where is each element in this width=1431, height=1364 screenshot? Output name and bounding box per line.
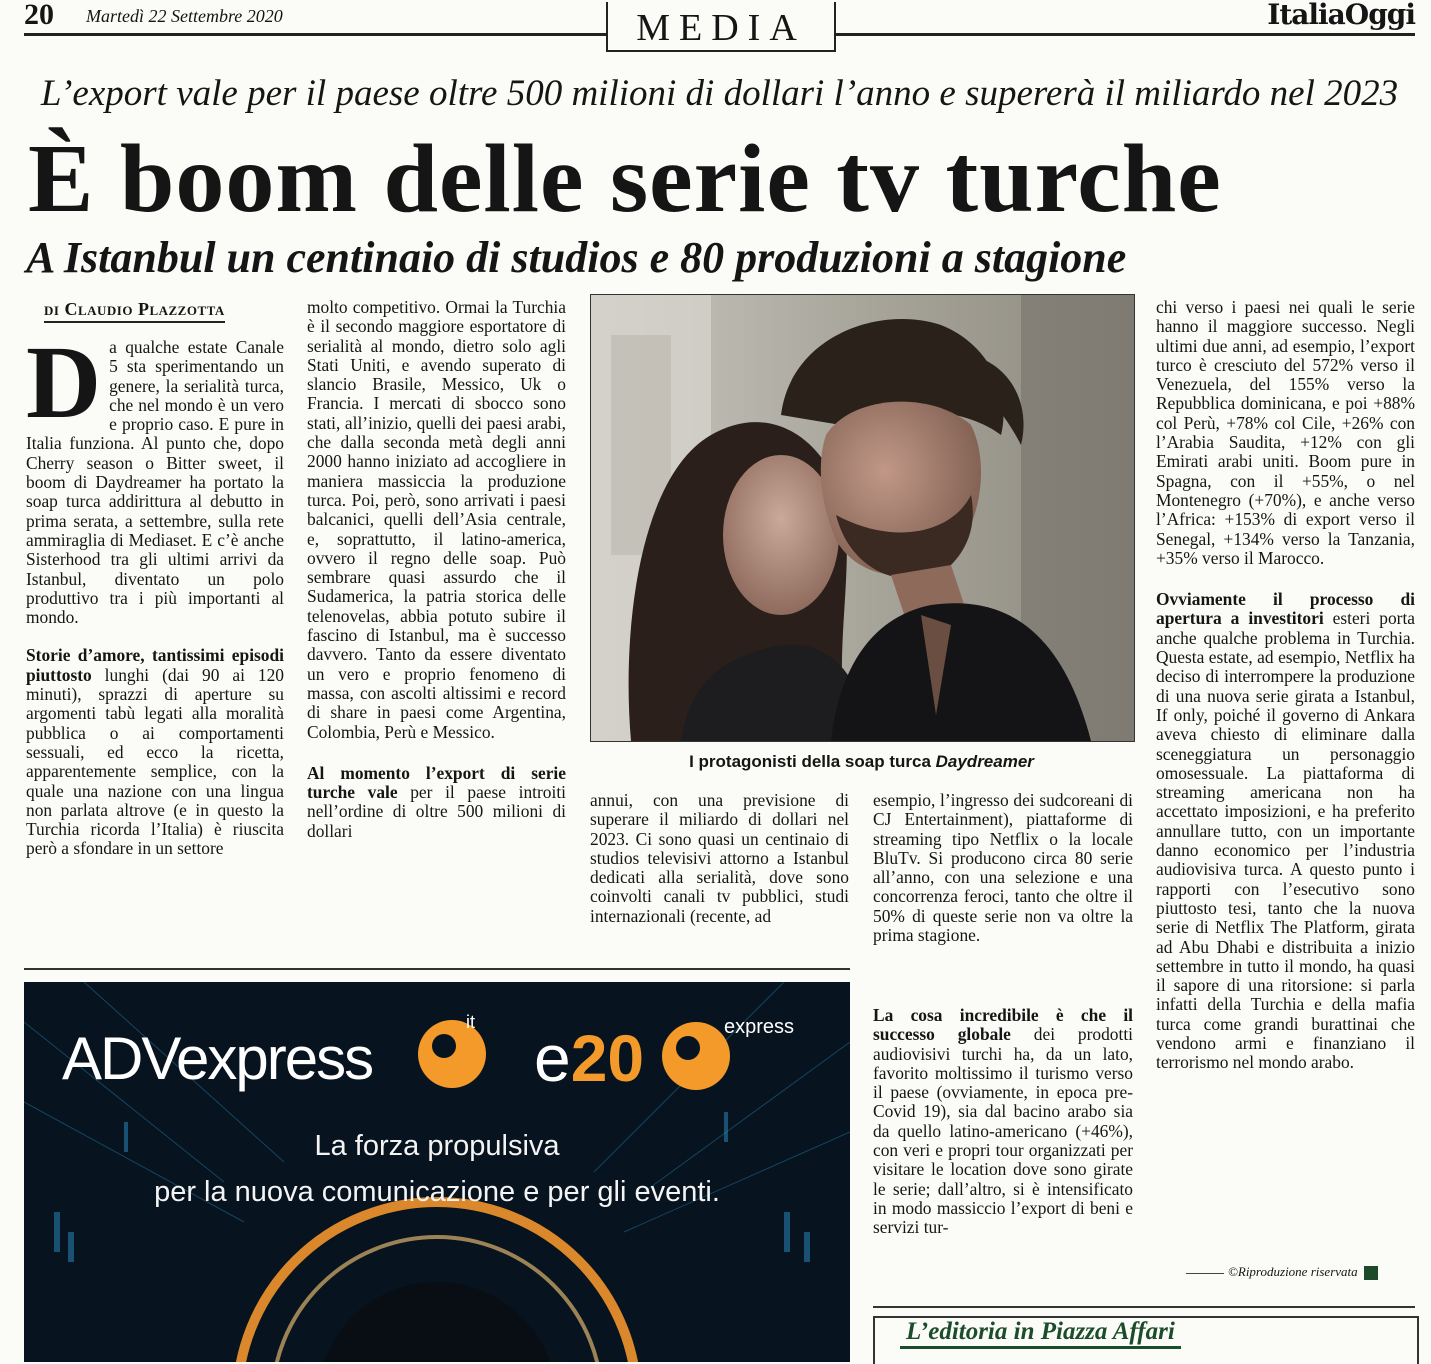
article-column-5	[1156, 298, 1415, 1073]
advexpress-logo: ADVexpress	[62, 1025, 373, 1092]
copyright-text: ©Riproduzione riservata	[1228, 1264, 1358, 1279]
e20-logo-number: 20	[570, 1021, 645, 1095]
masthead-logo: ItaliaOggi	[1267, 0, 1415, 31]
photo-caption	[590, 752, 1133, 772]
divider	[1186, 1273, 1224, 1274]
paragraph-lead: Ovviamente il processo di apertura a investitori	[1156, 589, 1415, 629]
e20-logo-e: e	[534, 1021, 571, 1095]
advertisement[interactable]	[24, 982, 850, 1362]
related-box-title: L’editoria in Piazza Affari	[900, 1318, 1181, 1349]
article-photo	[590, 294, 1135, 742]
article-column-2	[307, 298, 566, 841]
paragraph: dei prodotti audiovisivi turchi ha, da un lato, favorito moltissimo il turismo verso il paese (ovviamente, in epoca pre-Covid 19), sia dal bacino arabo sia da quello latino-americano (+46%), con veri e propri tour organizzati per visitare le location dove sono girate le serie; dall’altro, si è intensificato in modo massiccio l’export di beni e servizi tur-	[873, 1024, 1133, 1238]
box-separator	[873, 1306, 1415, 1308]
e20-logo-suffix: express	[724, 1016, 795, 1038]
e20-logo	[534, 1020, 644, 1096]
paragraph: per il paese introiti nell’ordine di oltre 500 milioni di dollari	[307, 782, 566, 841]
ad-tagline-2: per la nuova comunicazione e per gli eventi.	[154, 1176, 720, 1208]
advexpress-logo-suffix: it	[466, 1012, 475, 1032]
paragraph: a qualche estate Canale 5 sta sperimentando un genere, la serialità turca, che nel mondo è un vero e proprio caso. E pure in Italia funziona. Al punto che, dopo Cherry season o Bitter sweet, il boom di Daydreamer ha portato la soap turca addirittura al debutto in prima serata, a settembre, sulla rete ammiraglia di Mediaset. E c’è anche Sisterhood tra gli ultimi arrivi da Istanbul, diventato un polo produttivo tra i più importanti al mondo.	[26, 337, 284, 628]
byline-text: di Claudio Plazzotta	[44, 299, 225, 319]
article-column-3	[590, 791, 849, 926]
issue-date: Martedì 22 Settembre 2020	[86, 6, 283, 26]
page-number: 20	[24, 0, 54, 31]
paragraph: molto competitivo. Ormai la Turchia è il secondo maggiore esportatore di serialità al mondo, dietro solo agli Stati Uniti, e avendo superato di slancio Brasile, Messico, Uk o Francia. I mercati di sbocco sono stati, all’inizio, quelli dei paesi arabi, che dalla seconda metà degli anni 2000 hanno iniziato ad accogliere in maniera massiccia la produzione turca. Poi, però, sono arrivati i paesi balcanici, quelli dell’Asia centrale, e, soprattutto, il latino-america, ovvero il regno delle soap. Può sembrare quasi assurdo che il Sudamerica, la patria storica delle telenovelas, abbia potuto subire il fascino di Istanbul, ma è successo davvero. Tanto da essere diventato un vero e proprio fenomeno di massa, con ascolti altissimi e record di share in paesi come Argentina, Colombia, Perù e Messico.	[307, 297, 566, 742]
ad-separator	[24, 968, 850, 970]
article-headline: È boom delle serie tv turche	[28, 125, 1222, 233]
paragraph-lead: La cosa incredibile è che il successo globale	[873, 1005, 1133, 1045]
caption-title: Daydreamer	[935, 752, 1034, 771]
paragraph: annui, con una previsione di superare il miliardo di dollari nel 2023. Ci sono quasi un centinaio di studios televisivi attorno a Istanbul dedicati alla serialità, dove sono coinvolti canali tv pubblici, studi internazionali (recente, ad	[590, 790, 849, 926]
end-mark	[1364, 1266, 1378, 1280]
article-kicker: L’export vale per il paese oltre 500 milioni di dollari l’anno e supererà il miliardo nel 2023	[40, 73, 1399, 114]
paragraph-lead: Storie d’amore, tantissimi episodi piuttosto	[26, 645, 284, 685]
copyright-notice	[1186, 1264, 1378, 1280]
caption-text: I protagonisti della soap turca	[689, 752, 936, 771]
ad-tagline-1: La forza propulsiva	[314, 1130, 560, 1162]
drop-cap: D	[26, 325, 102, 440]
article-byline	[44, 299, 225, 323]
article-subhead: A Istanbul un centinaio di studios e 80 produzioni a stagione	[26, 233, 1127, 282]
paragraph: esempio, l’ingresso dei sudcoreani di CJ Entertainment), piattaforme di streaming tipo Netflix o la locale BluTv. Si producono circa 80 serie all’anno, con una selezione e una concorrenza feroci, tanto che oltre il 50% di queste serie non va oltre la prima stagione.	[873, 790, 1133, 946]
photo-illustration	[591, 295, 1134, 741]
article-column-4-top	[873, 791, 1133, 945]
paragraph: chi verso i paesi nei quali le serie hanno il maggiore successo. Negli ultimi due anni, ad esempio, l’export turco è cresciuto del 572% verso il Venezuela, del 155% verso la Repubblica dominicana, e poi +88% col Perù, +78% col Cile, +26% con l’Arabia Saudita, +12% con gli Emirati arabi uniti. Boom pure in Spagna, con il +55%, o nel Montenegro (+70%), e anche verso l’Africa: +153% di export verso il Senegal, +134% verso la Tanzania, +35% verso il Marocco.	[1156, 297, 1415, 568]
article-column-4-bottom	[873, 1006, 1133, 1238]
paragraph: lunghi (dai 90 ai 120 minuti), sprazzi di aperture su argomenti tabù legati alla moralità pubblica o ai comportamenti sessuali, ed ecco la ricetta, apparentemente semplice, con la quale una nazione con una lingua non parlata altrove (e in questo la Turchia ricorda l’Italia) è riuscita però a sfondare in un settore	[26, 664, 284, 859]
article-column-1	[26, 325, 284, 859]
paragraph-lead: Al momento l’export di serie turche vale	[307, 762, 566, 803]
paragraph: esteri porta anche qualche problema in Turchia. Questa estate, ad esempio, Netflix ha deciso di interrompere la produzione di una nuova serie girata a Istanbul, If only, poiché il governo di Ankara aveva chiesto di eliminare dalla sceneggiatura un personaggio omosessuale. La piattaforma di streaming americana non ha accettato imposizioni, e ha preferito annullare tutto, con un importante danno economico per l’industria audiovisiva turca. A questo punto i rapporti con l’esecutivo sono piuttosto tesi, tanto che la nuova serie di Netflix The Platform, girata ad Abu Dhabi e distribuita a inizio settembre in tutto il mondo, ha quasi il sapore di una ritorsione: si parla infatti della Turchia e della mafia turca come grandi burattinai che vendono armi e finanziano il terrorismo nel mondo arabo.	[1156, 608, 1416, 1073]
section-label: MEDIA	[606, 2, 836, 52]
